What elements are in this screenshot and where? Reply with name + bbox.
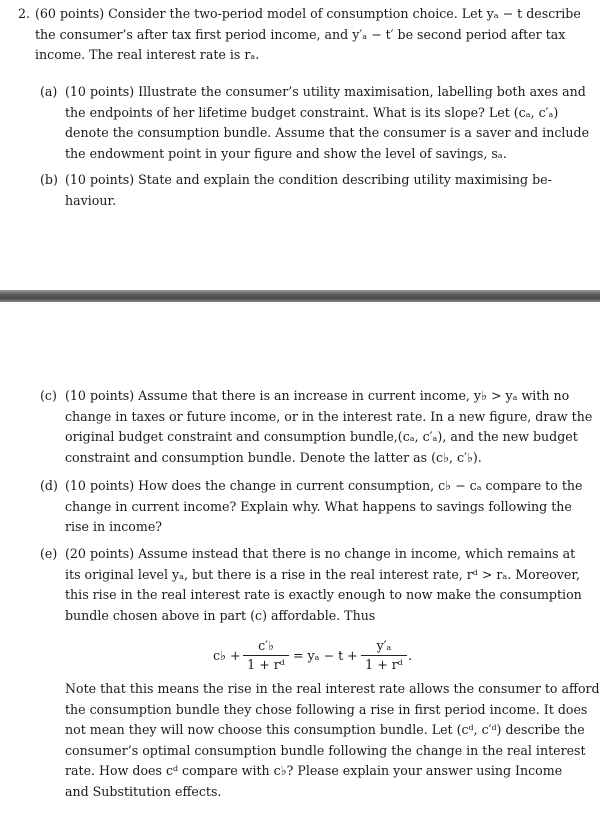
- part-d-line: change in current income? Explain why. What happens to savings following the: [65, 498, 572, 514]
- part-e-after-line: consumer’s optimal consumption bundle following the change in the real interest: [65, 742, 586, 758]
- part-e-text: [65, 544, 582, 626]
- equation-fraction-1: [243, 637, 289, 674]
- part-e-line: its original level yₐ, but there is a rise in the real interest rate, rᵈ > rₐ. Moreover,: [65, 566, 581, 582]
- part-e-label: (e): [40, 546, 58, 561]
- part-c-line: original budget constraint and consumption bundle,(cₐ, c′ₐ), and the new budget: [65, 429, 578, 445]
- part-c-text: [65, 386, 593, 468]
- part-c-line: change in taxes or future income, or in the interest rate. In a new figure, draw the: [65, 408, 593, 424]
- page-top: [0, 0, 600, 290]
- part-a-line: the endpoints of her lifetime budget constraint. What is its slope? Let (cₐ, c′ₐ): [65, 104, 559, 120]
- fraction-1-numerator: c′♭: [258, 638, 274, 653]
- part-b-text: [65, 170, 552, 211]
- part-e-followup: [65, 679, 600, 803]
- part-e-line: (20 points) Assume instead that there is no change in income, which remains at: [65, 546, 576, 561]
- part-a-label: (a): [40, 84, 58, 99]
- part-c-label: (c): [40, 388, 57, 403]
- fraction-2-denominator: 1 + rᵈ: [365, 657, 403, 672]
- part-e-after-line: the consumption bundle they chose following a rise in first period income. It does: [65, 701, 588, 717]
- part-c-line: constraint and consumption bundle. Denote the latter as (c♭, c′♭).: [65, 449, 482, 465]
- page-bottom: [0, 302, 600, 815]
- part-b-line: haviour.: [65, 192, 117, 208]
- intro-line: income. The real interest rate is rₐ.: [35, 47, 260, 63]
- budget-equation: [213, 637, 413, 677]
- part-a-line: denote the consumption bundle. Assume that the consumer is a saver and include: [65, 125, 590, 141]
- part-e-after-line: not mean they will now choose this consumption bundle. Let (cᵈ, c′ᵈ) describe the: [65, 722, 585, 738]
- part-d-label: (d): [40, 478, 58, 493]
- part-a-line: (10 points) Illustrate the consumer’s utility maximisation, labelling both axes and: [65, 84, 586, 99]
- equation-end: .: [408, 648, 413, 663]
- part-a-text: [65, 82, 590, 164]
- equation-fraction-2: [361, 637, 407, 674]
- fraction-1-denominator: 1 + rᵈ: [247, 657, 285, 672]
- part-d-text: [65, 476, 583, 538]
- part-d-line: (10 points) How does the change in current consumption, c♭ − cₐ compare to the: [65, 478, 583, 493]
- question-number: 2.: [18, 6, 31, 21]
- intro-line: (60 points) Consider the two-period model of consumption choice. Let yₐ − t describe: [35, 6, 581, 21]
- equation-middle: = yₐ − t +: [293, 648, 358, 663]
- part-e-after-line: Note that this means the rise in the real interest rate allows the consumer to afford: [65, 681, 600, 696]
- part-d-line: rise in income?: [65, 519, 163, 535]
- part-a-line: the endowment point in your figure and show the level of savings, sₐ.: [65, 145, 507, 161]
- part-e-line: this rise in the real interest rate is exactly enough to now make the consumption: [65, 587, 582, 603]
- part-e-after-line: rate. How does cᵈ compare with c♭? Please explain your answer using Income: [65, 763, 563, 779]
- question-intro: [35, 4, 581, 66]
- part-b-label: (b): [40, 172, 58, 187]
- part-e-after-line: and Substitution effects.: [65, 783, 222, 799]
- intro-line: the consumer’s after tax first period income, and y′ₐ − t′ be second period after tax: [35, 26, 566, 42]
- page-divider: [0, 290, 600, 302]
- part-c-line: (10 points) Assume that there is an increase in current income, y♭ > yₐ with no: [65, 388, 570, 403]
- part-b-line: (10 points) State and explain the condition describing utility maximising be-: [65, 172, 552, 187]
- equation-lhs: c♭ +: [213, 648, 241, 663]
- part-e-line: bundle chosen above in part (c) affordable. Thus: [65, 607, 376, 623]
- fraction-2-numerator: y′ₐ: [376, 638, 392, 653]
